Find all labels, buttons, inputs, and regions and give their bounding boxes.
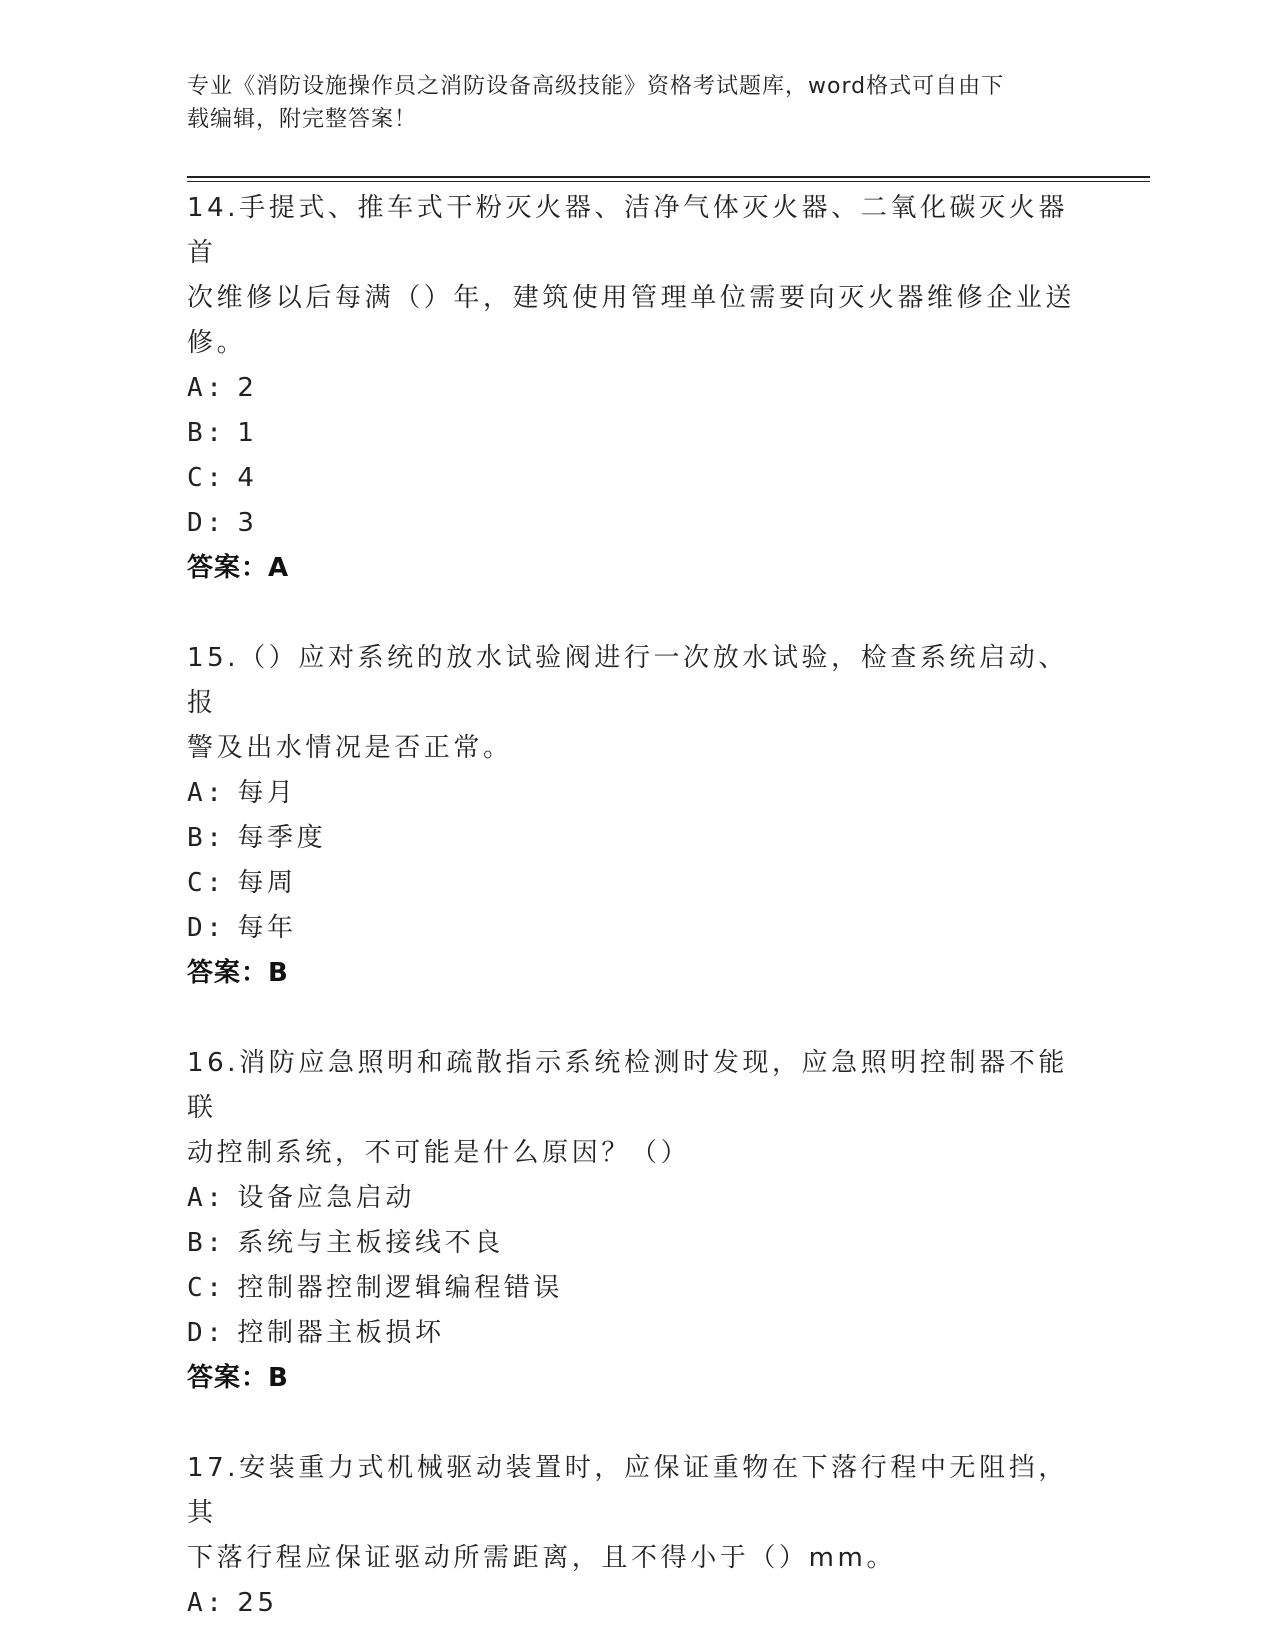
spacer: [187, 996, 1087, 1041]
spacer: [187, 591, 1087, 636]
option-c: C: 控制器控制逻辑编程错误: [187, 1273, 563, 1303]
question-stem-line: 修。: [187, 328, 247, 358]
document-header: [187, 70, 1067, 136]
question-stem-line: 动控制系统，不可能是什么原因？（）: [187, 1138, 691, 1168]
option-b: B: 1: [187, 418, 258, 448]
option-a: A: 2: [187, 373, 258, 403]
header-line-1: 专业《消防设施操作员之消防设备高级技能》资格考试题库，word格式可自由下: [187, 74, 1005, 99]
question-stem-line: 下落行程应保证驱动所需距离，且不得小于（）mm。: [187, 1543, 897, 1573]
option-c: C: 每周: [187, 868, 297, 898]
question-15: [187, 636, 1087, 996]
answer-line: 答案：B: [187, 1363, 289, 1393]
question-16: [187, 1041, 1087, 1401]
question-stem-line: 16.消防应急照明和疏散指示系统检测时发现，应急照明控制器不能联: [187, 1048, 1068, 1123]
header-divider-thin: [187, 181, 1150, 182]
option-a: A: 每月: [187, 778, 297, 808]
header-line-2: 载编辑，附完整答案！: [187, 107, 418, 132]
option-b: B: 每季度: [187, 823, 327, 853]
option-a: A: 设备应急启动: [187, 1183, 415, 1213]
question-stem-line: 次维修以后每满（）年，建筑使用管理单位需要向灭火器维修企业送: [187, 283, 1076, 313]
question-stem-line: 17.安装重力式机械驱动装置时，应保证重物在下落行程中无阻挡，其: [187, 1453, 1068, 1528]
question-stem-line: 14.手提式、推车式干粉灭火器、洁净气体灭火器、二氧化碳灭火器首: [187, 193, 1068, 268]
option-d: D: 控制器主板损坏: [187, 1318, 445, 1348]
option-d: D: 3: [187, 508, 258, 538]
question-list: [187, 186, 1087, 1626]
answer-line: 答案：B: [187, 958, 289, 988]
header-divider-thick: [187, 176, 1150, 178]
question-17: [187, 1446, 1087, 1626]
answer-line: 答案：A: [187, 553, 290, 583]
question-14: [187, 186, 1087, 591]
option-d: D: 每年: [187, 913, 297, 943]
option-b: B: 系统与主板接线不良: [187, 1228, 504, 1258]
question-stem-line: 警及出水情况是否正常。: [187, 733, 513, 763]
option-a: A: 25: [187, 1588, 278, 1618]
option-c: C: 4: [187, 463, 258, 493]
question-stem-line: 15.（）应对系统的放水试验阀进行一次放水试验，检查系统启动、报: [187, 643, 1068, 718]
spacer: [187, 1401, 1087, 1446]
